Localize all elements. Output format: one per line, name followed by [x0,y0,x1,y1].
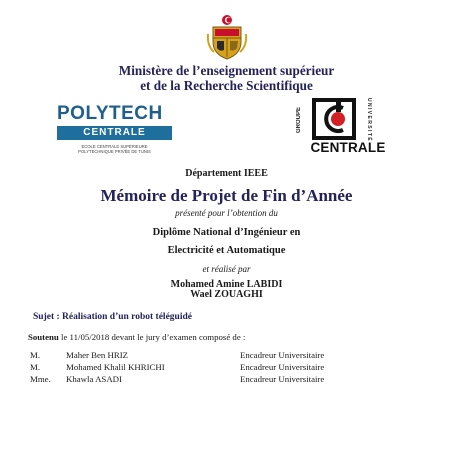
polytech-logo-name: POLYTECH [57,103,163,124]
ministry-line-2: et de la Recherche Scientifique [140,78,313,93]
jury-name: Maher Ben HRIZ [66,350,129,360]
ministry-heading [0,63,453,93]
polytech-logo-bar: CENTRALE [57,126,172,140]
author-2: Wael ZOUAGHI [190,289,263,300]
realized-by: et réalisé par [202,264,251,274]
polytech-logo-subtitle [57,144,172,154]
jury-row [0,350,453,361]
uc-logo-universite: UNIVERSITÉ [366,98,372,143]
document-title: Mémoire de Projet de Fin d’Année [100,186,353,205]
polytech-centrale-logo [57,103,172,161]
author-1: Mohamed Amine LABIDI [170,279,283,290]
jury-role: Encadreur Universitaire [240,362,325,372]
defense-statement [28,332,245,342]
universite-centrale-logo [292,96,404,158]
specialty: Electricité et Automatique [167,245,286,256]
jury-civility: M. [30,350,41,360]
defended-label: Soutenu [28,332,59,342]
subject: Sujet : Réalisation d’un robot téléguidé [33,312,192,322]
polytech-logo-subtitle-2: POLYTECHNIQUE PRIVÉE DE TUNIS [78,149,151,154]
uc-logo-mark-icon [310,98,360,140]
presented-for: présenté pour l’obtention du [175,208,278,218]
jury-row [0,374,453,385]
diploma: Diplôme National d’Ingénieur en [152,227,301,238]
jury-civility: Mme. [30,374,51,384]
jury-name: Khawla ASADI [66,374,122,384]
uc-logo-centrale: CENTRALE [310,140,386,155]
ministry-line-1: Ministère de l’enseignement supérieur [118,63,335,78]
jury-role: Encadreur Universitaire [240,350,325,360]
jury-name: Mohamed Khalil KHRICHI [66,362,165,372]
polytech-logo-subtitle-1: ECOLE CENTRALE SUPÉRIEURE [81,144,148,149]
jury-civility: M. [30,362,41,372]
defended-text: le 11/05/2018 devant le jury d’examen composé de : [58,332,246,342]
tunisia-coat-of-arms-icon [206,14,248,60]
jury-role: Encadreur Universitaire [240,374,325,384]
uc-logo-groupe: GROUPE [296,107,302,134]
department: Département IEEE [185,168,268,179]
jury-row [0,362,453,373]
